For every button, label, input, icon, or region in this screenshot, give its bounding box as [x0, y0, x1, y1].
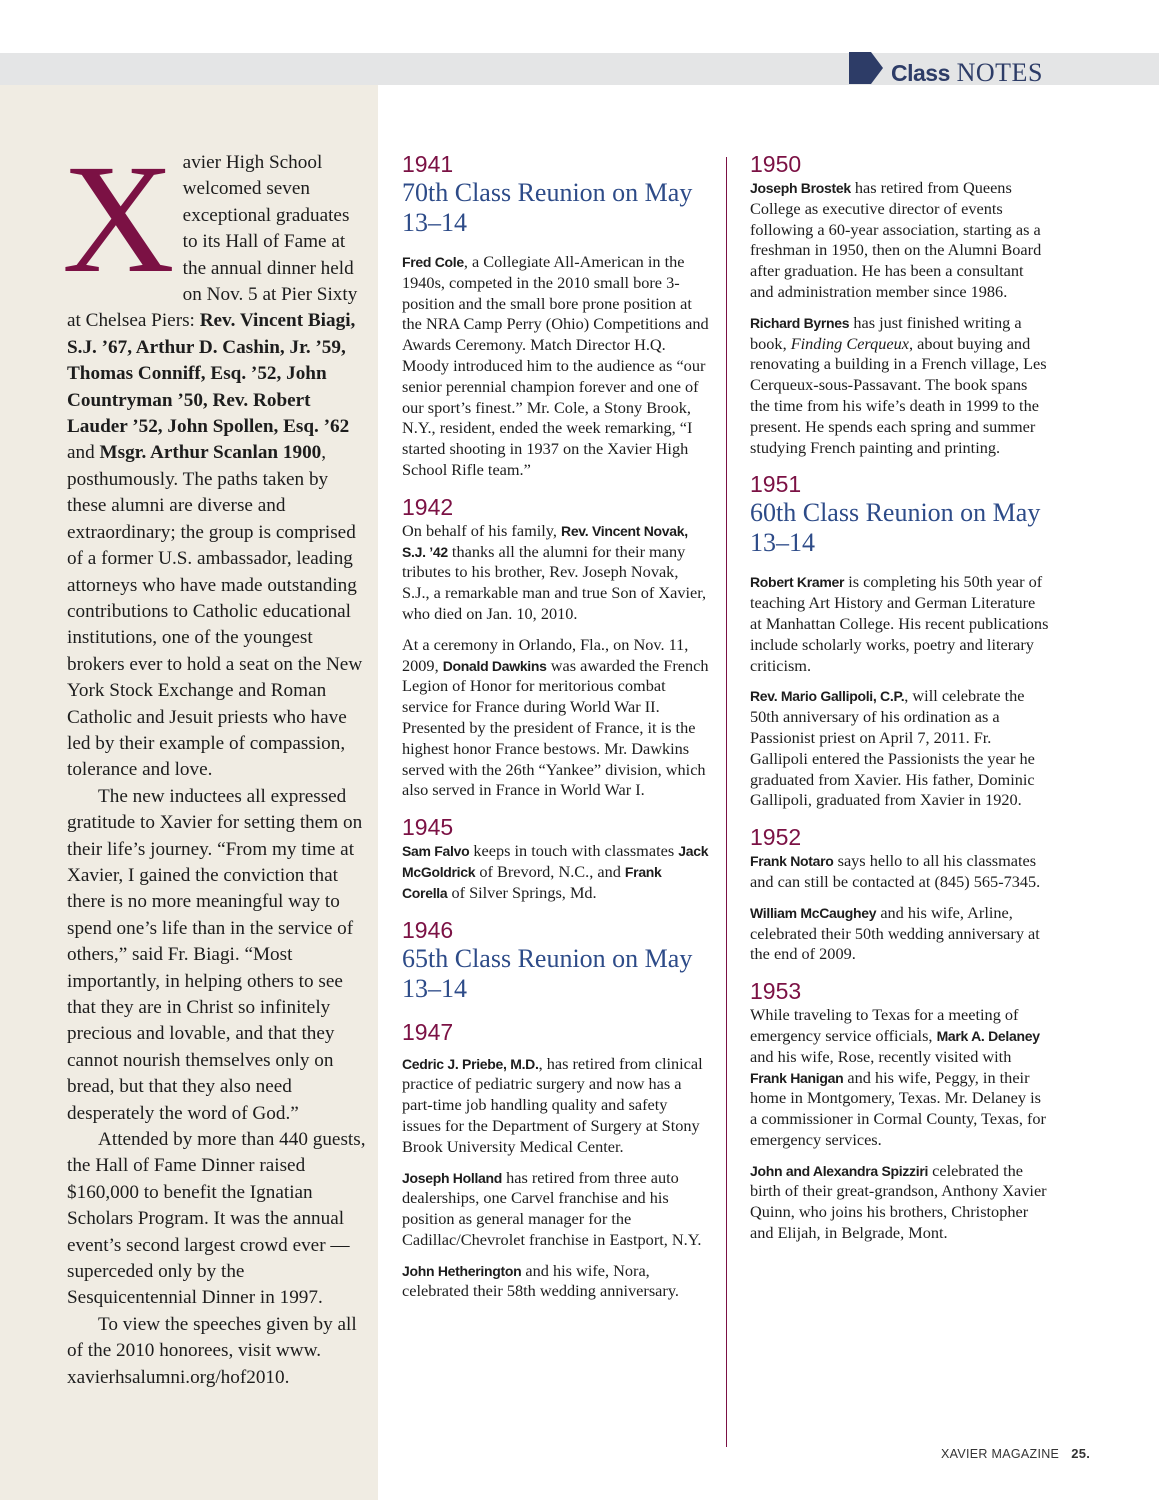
class-note: Joseph Holland has retired from three auto dealerships, one Carvel franchise and his position as general manager for the Cadillac/Chevrolet franchise in Eastport, N.Y. [402, 1167, 702, 1249]
class-year: 1941 [402, 151, 454, 177]
class-note: Cedric J. Priebe, M.D., has retired from clinical practice of pediatric surgery and now has a part-time job handling quality and safety issues for the Department of Surgery at Stony Brook University Medical Center. [402, 1053, 703, 1156]
article-paragraph: The new inductees all expressed gratitude to Xavier for setting them on their life’s journey. “From my time at Xavier, I gained the conviction that there is no more meaningful way to spend one’s life than in the service of others,” said Fr. Biagi. “Most importantly, in helping others to see that they are in Christ so infinitely precious and lovable, and that they cannot nourish themselves only on bread, but that they also need desperately the word of God.” [67, 785, 363, 1124]
notes-column-right [750, 150, 1050, 1256]
class-note: William McCaughey and his wife, Arline, celebrated their 50th wedding anniversary at the end of 2009. [750, 902, 1040, 964]
page-footer [941, 1446, 1090, 1461]
class-note: Richard Byrnes has just finished writing a book, Finding Cerqueux, about buying and renovating a building in a French village, Les Cerqueux-sous-Passavant. The book spans the time from his wife’s death in 1999 to the present. He spends each spring and summer studying French painting and printing. [750, 312, 1047, 457]
reunion-heading: 60th Class Reunion on May 13–14 [750, 498, 1041, 558]
magazine-name: XAVIER MAGAZINE [941, 1447, 1060, 1461]
class-note: Frank Notaro says hello to all his classmates and can still be contacted at (845) 565-7345. [750, 851, 1041, 891]
notes-column-left [402, 150, 710, 1314]
drop-cap: X [62, 132, 175, 305]
class-year: 1946 [402, 916, 454, 943]
class-note: At a ceremony in Orlando, Fla., on Nov. 11, 2009, Donald Dawkins was awarded the French Legion of Honor for meritorious combat service for France during World War II. Presented by the president of France, it is the highest honor France bestows. Mr. Dawkins served with the 26th “Yankee” division, which also served in France in World War I. [402, 634, 709, 800]
page-number: 25. [1071, 1446, 1091, 1461]
reunion-heading: 65th Class Reunion on May 13–14 [402, 943, 693, 1003]
class-year: 1952 [750, 824, 802, 851]
column-divider [726, 157, 727, 1447]
class-year: 1950 [750, 151, 802, 177]
article-paragraph: To view the speeches given by all of the 2010 honorees, visit www. xavierhsalumni.org/hof2010. [67, 1313, 357, 1388]
class-year: 1947 [402, 1018, 454, 1045]
header-arrow-icon [849, 52, 883, 84]
section-title: Class NOTES [891, 58, 1043, 87]
class-note: Fred Cole, a Collegiate All-American in the 1940s, competed in the 2010 small bore 3-position and the small bore prone position at the NRA Camp Perry (Ohio) Competitions and Awards Ceremony. Match Director H.Q. Moody introduced him to the audience as “our senior perennial champion forever and one of our sport’s finest.” Mr. Cole, a Stony Brook, N.Y., resident, ended the week remarking, “I started shooting in 1937 on the Xavier High School Rifle team.” [402, 252, 709, 479]
class-note: On behalf of his family, Rev. Vincent Novak, S.J. ’42 thanks all the alumni for their many tributes to his brother, Rev. Joseph Novak, S.J., a remarkable man and true Son of Xavier, who died on Jan. 10, 2010. [402, 520, 707, 623]
class-note: John Hetherington and his wife, Nora, celebrated their 58th wedding anniversary. [402, 1260, 679, 1301]
class-year: 1945 [402, 814, 454, 841]
class-year: 1951 [750, 471, 802, 498]
class-note: While traveling to Texas for a meeting of emergency service officials, Mark A. Delaney and his wife, Rose, recently visited with Frank Hanigan and his wife, Peggy, in their home in Montgomery, Texas. Mr. Delaney is a commissioner in Cormal County, Texas, for emergency services. [750, 1005, 1046, 1149]
class-note: Sam Falvo keeps in touch with classmates Jack McGoldrick of Brevord, N.C., and Frank Corella of Silver Springs, Md. [402, 841, 709, 902]
class-note: John and Alexandra Spizziri celebrated the birth of their great-grandson, Anthony Xavier Quinn, who joins his brothers, Christopher and Elijah, in Belgrade, Mont. [750, 1160, 1047, 1243]
reunion-heading: 70th Class Reunion on May 13–14 [402, 178, 693, 237]
class-year: 1942 [402, 493, 454, 520]
class-note: Robert Kramer is completing his 50th year of teaching Art History and German Literature at Manhattan College. His recent publications include scholarly works, poetry and literary criticism. [750, 572, 1049, 675]
hall-of-fame-article: Xavier High School welcomed seven exceptional graduates to its Hall of Fame at the annual dinner held on Nov. 5 at Pier Sixty at Chelsea Piers: Rev. Vincent Biagi, S.J. ’67, Arthur D. Cashin, Jr. ’59, Thomas Conniff, Esq. ’52, John Countryman ’50, Rev. Robert Lauder ’52, John Spollen, Esq. ’62 and Msgr. Arthur Scanlan 1900, posthumously. The paths taken by these alumni are diverse and extraordinary; the group is comprised of a former U.S. ambassador, leading attorneys who have made outstanding contributions to Catholic educational institutions, one of the youngest brokers ever to hold a seat on the New York Stock Exchange and Roman Catholic and Jesuit priests who have led by their example of compassion, tolerance and love. The new inductees all expressed gratitude to Xavier for setting them on their life’s journey. “From my time at Xavier, I gained the conviction that there is no more meaningful way to spend one’s life than in the service of others,” said Fr. Biagi. “Most importantly, in helping others to see that they are in Christ so infinitely precious and lovable, and that they cannot nourish themselves only on bread, but that they also need desperately the word of God.” Attended by more than 440 guests, the Hall of Fame Dinner raised $160,000 to benefit the Ignatian Scholars Program. It was the annual event’s second largest crowd ever — superceded only by the Sesquicentennial Dinner in 1997. To view the speeches given by all of the 2010 honorees, visit www. xavierhsalumni.org/hof2010. [67, 150, 369, 1391]
class-note: Rev. Mario Gallipoli, C.P., will celebrate the 50th anniversary of his ordination as a Passionist priest on April 7, 2011. Fr. Gallipoli entered the Passionists the year he graduated from Xavier. His father, Dominic Gallipoli, graduated from Xavier in 1920. [750, 686, 1035, 810]
article-paragraph: Attended by more than 440 guests, the Hall of Fame Dinner raised $160,000 to benefit the Ignatian Scholars Program. It was the annual event’s second largest crowd ever — superceded only by the Sesquicentennial Dinner in 1997. [67, 1129, 366, 1309]
class-note: Joseph Brostek has retired from Queens College as executive director of events following a 60-year association, starting as a freshman in 1950, then on the Alumni Board after graduation. He has been a consultant and administration member since 1986. [750, 178, 1042, 301]
class-year: 1953 [750, 978, 802, 1005]
